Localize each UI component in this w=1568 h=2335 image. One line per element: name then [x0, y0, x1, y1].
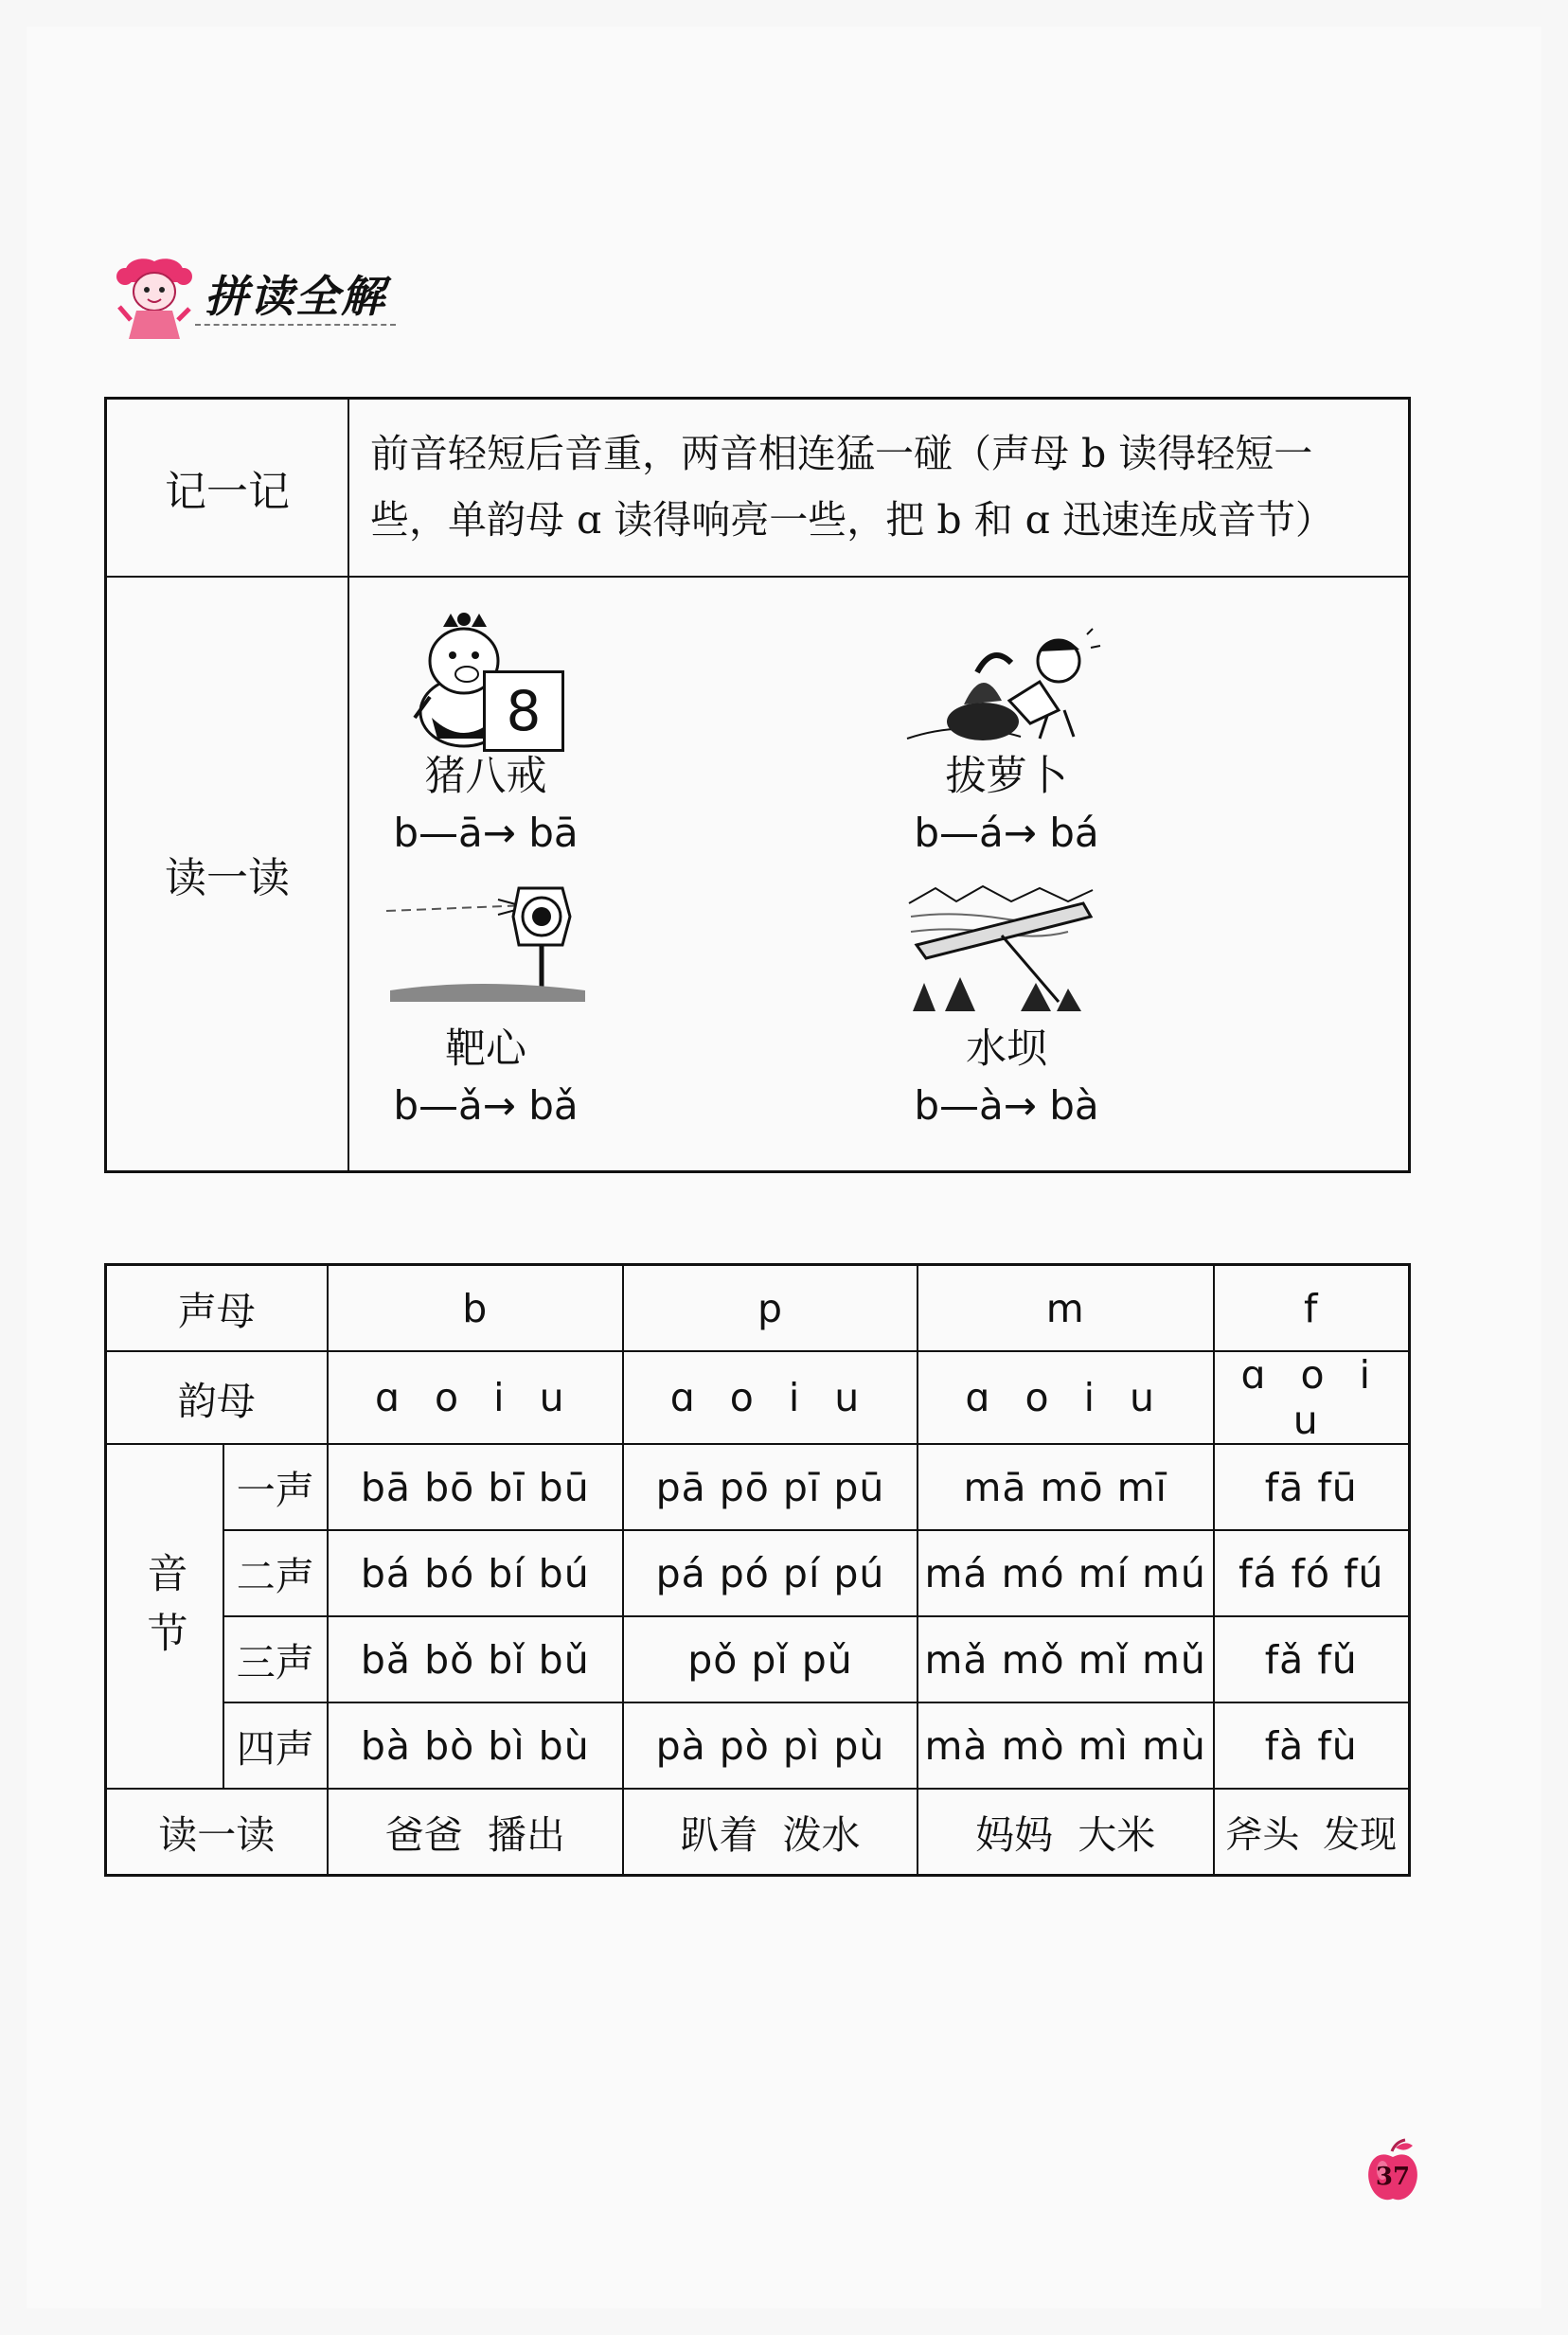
initial-cell: p — [623, 1265, 918, 1352]
finals-row — [106, 1351, 1410, 1444]
syllable-cell: pā pō pī pū — [623, 1444, 918, 1530]
memo-text — [370, 420, 1393, 553]
read-item-spell: b—á→ bá — [914, 810, 1099, 856]
read-item-word: 拔萝卜 — [945, 753, 1068, 800]
read-item-pig — [363, 606, 609, 862]
syllable-cell: mā mō mī — [918, 1444, 1214, 1530]
dam-icon — [898, 879, 1115, 1021]
syllable-cell: fǎ fǔ — [1214, 1616, 1410, 1702]
page-number: 37 — [1375, 2163, 1411, 2191]
syllable-cell: pá pó pí pú — [623, 1530, 918, 1616]
final-cell: ɑ o i u — [1214, 1351, 1410, 1444]
read-item-target — [363, 879, 609, 1134]
tone-row — [106, 1444, 1410, 1530]
tone-row — [106, 1616, 1410, 1702]
syllable-table — [104, 1263, 1411, 1877]
read-item-spell: b—à→ bà — [914, 1082, 1099, 1129]
read-item-spell: b—ā→ bā — [393, 810, 579, 856]
words-row — [106, 1789, 1410, 1876]
read-item-spell: b—ǎ→ bǎ — [393, 1082, 579, 1129]
syllable-cell: má mó mí mú — [918, 1530, 1214, 1616]
syllable-cell: fā fū — [1214, 1444, 1410, 1530]
memo-label: 记一记 — [107, 400, 349, 576]
word-cell: 趴着 泼水 — [623, 1789, 918, 1876]
memo-line-2: 些，单韵母 ɑ 读得响亮一些，把 b 和 ɑ 迅速连成音节） — [370, 497, 1334, 543]
syllable-cell: pǒ pǐ pǔ — [623, 1616, 918, 1702]
pull-radish-icon — [898, 606, 1115, 748]
girl-mascot-icon — [112, 254, 197, 341]
syllable-cell: fá fó fú — [1214, 1530, 1410, 1616]
read-words-label: 读一读 — [106, 1789, 328, 1876]
syllable-cell: bǎ bǒ bǐ bǔ — [328, 1616, 624, 1702]
syllable-cell: mà mò mì mù — [918, 1702, 1214, 1789]
dam-illustration — [898, 879, 1115, 1021]
memo-read-table — [104, 397, 1411, 1173]
page-number-badge — [1363, 2138, 1422, 2204]
read-row — [107, 578, 1408, 1170]
syllable-cell: fà fù — [1214, 1702, 1410, 1789]
tone-row — [106, 1702, 1410, 1789]
read-item-word: 猪八戒 — [424, 753, 547, 800]
read-item-word: 水坝 — [966, 1025, 1047, 1073]
final-cell: ɑ o i u — [623, 1351, 918, 1444]
tone-row — [106, 1530, 1410, 1616]
initial-cell: f — [1214, 1265, 1410, 1352]
initials-row — [106, 1265, 1410, 1352]
section-title: 拼读全解 — [195, 269, 396, 326]
memo-row — [107, 400, 1408, 578]
tone-label: 一声 — [223, 1444, 328, 1530]
initial-cell: m — [918, 1265, 1214, 1352]
final-cell: ɑ o i u — [328, 1351, 624, 1444]
pig-illustration — [377, 606, 595, 748]
syllable-cell: bá bó bí bú — [328, 1530, 624, 1616]
syllable-cell: bā bō bī bū — [328, 1444, 624, 1530]
syllable-cell: bà bò bì bù — [328, 1702, 624, 1789]
read-item-dam — [883, 879, 1130, 1134]
syllable-cell: pà pò pì pù — [623, 1702, 918, 1789]
section-header — [112, 254, 424, 341]
final-cell: ɑ o i u — [918, 1351, 1214, 1444]
initial-cell: b — [328, 1265, 624, 1352]
tone-label: 四声 — [223, 1702, 328, 1789]
syllable-cell: mǎ mǒ mǐ mǔ — [918, 1616, 1214, 1702]
word-cell: 斧头 发现 — [1214, 1789, 1410, 1876]
radish-illustration — [898, 606, 1115, 748]
tone-label: 三声 — [223, 1616, 328, 1702]
word-cell: 爸爸 播出 — [328, 1789, 624, 1876]
initial-label: 声母 — [106, 1265, 328, 1352]
tone-label: 二声 — [223, 1530, 328, 1616]
number-sign: 8 — [483, 670, 564, 752]
final-label: 韵母 — [106, 1351, 328, 1444]
target-icon — [377, 879, 595, 1021]
read-item-radish — [883, 606, 1130, 862]
word-cell: 妈妈 大米 — [918, 1789, 1214, 1876]
syllable-label-cell — [106, 1444, 224, 1789]
memo-line-1: 前音轻短后音重，两音相连猛一碰（声母 b 读得轻短一 — [370, 431, 1313, 476]
target-illustration — [377, 879, 595, 1021]
read-item-word: 靶心 — [445, 1025, 526, 1073]
syllable-label: 音节 — [140, 1552, 188, 1671]
read-label: 读一读 — [107, 578, 349, 1170]
